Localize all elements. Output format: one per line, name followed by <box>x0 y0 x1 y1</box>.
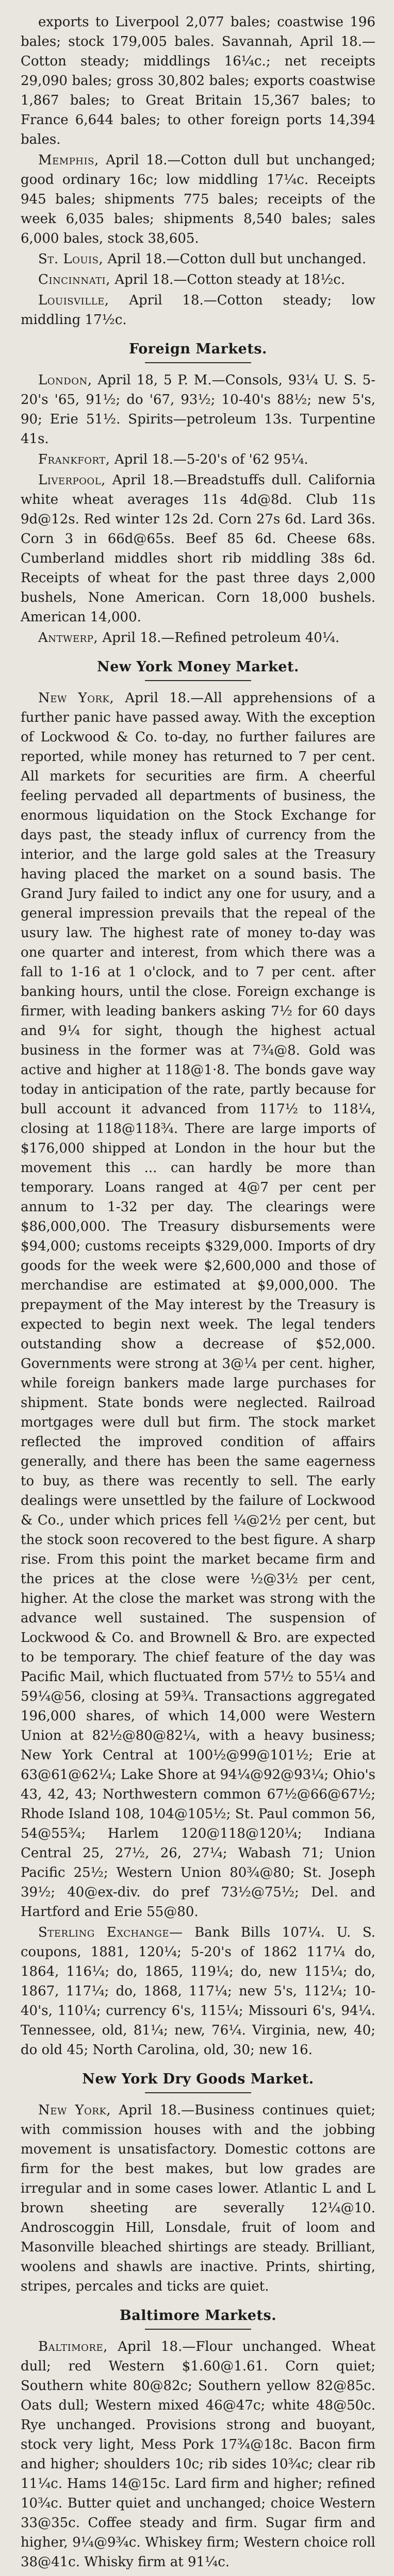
report-paragraph <box>21 1923 375 2060</box>
market-report-section <box>21 2308 375 2572</box>
dateline: Sterling Exchange— <box>38 1925 183 1940</box>
dateline: London, <box>38 372 92 388</box>
section-heading: Foreign Markets. <box>129 341 267 357</box>
report-paragraph <box>21 470 375 627</box>
market-report-section <box>21 12 375 330</box>
dateline: Baltimore, <box>38 2339 108 2354</box>
report-paragraph <box>21 12 375 149</box>
dateline: Liverpool, <box>38 472 106 488</box>
dateline: New York, <box>38 690 114 706</box>
heading-rule <box>145 362 251 363</box>
report-text: April 18.—All apprehensions of a further panic have passed away. With the exception of Lockwood & Co. to-day, no further failures are reported, while money has returned to 7 per cent. All markets for securities are firm. A cheerful feeling pervaded all departments of business, the enormous liquidation on the Stock Exchange for days past, the steady influx of currency from the interior, and the large gold sales at the Treasury having placed the market on a sound basis. The Grand Jury failed to indict any one for usury, and a general impression prevails that the repeal of the usury law. The highest rate of money to-day was one quarter and interest, from which there was a fall to 1-16 at 1 o'clock, and to 7 per cent. after banking hours, until the close. Foreign exchange is firmer, with leading bankers asking 7½ for 60 days and 9¼ for sight, though the highest actual business in the former was at 7¾@8. Gold was active and higher at 118@1·8. The bonds gave way today in anticipation of the rate, partly because for bull account it advanced from 117½ to 118¼, closing at 118@118¾. There are large imports of $176,000 shipped at London in the hour but the movement this ... can hardly be more than temporary. Loans ranged at 4@7 per cent per annum to 1-32 per day. The clearings were $86,000,000. The Treasury disbursements were $94,000; customs receipts $329,000. Imports of dry goods for the week were $2,600,000 and those of merchandise are estimated at $9,000,000. The prepayment of the May interest by the Treasury is expected to begin next week. The legal tenders outstanding show a decrease of $52,000. Governments were strong at 3@¼ per cent. higher, while foreign bankers made large purchases for shipment. State bonds were neglected. Railroad mortgages were dull but firm. The stock market reflected the improved condition of affairs generally, and there has been the same eagerness to buy, as there was recently to sell. The early dealings were unsettled by the failure of Lockwood & Co., under which prices fell ¼@2½ per cent, but the stock soon recovered to the best figure. A sharp rise. From this point the market became firm and the prices at the close were ½@3½ per cent, higher. At the close the market was strong with the advance well sustained. The suspension of Lockwood & Co. and Brownell & Bro. are expected to be temporary. The chief feature of the day was Pacific Mail, which fluctuated from 57½ to 55¼ and 59¼@56, closing at 59¾. Transactions aggregated 196,000 shares, of which 14,000 were Western Union at 82½@80@82¼, with a heavy business; New York Central at 100½@99@101½; Erie at 63@61@62¼; Lake Shore at 94¼@92@93¼; Ohio's 43, 42, 43; Northwestern common 67½@66@67½; Rhode Island 108, 104@105½; St. Paul common 56, 54@55¾; Harlem 120@118@120¼; Indiana Central 25, 27½, 26, 27¼; Wabash 71; Union Pacific 25½; Western Union 80¾@80; St. Joseph 39½; 40@ex-div. do pref 73½@75½; Del. and Hartford and Erie 55@80. <box>21 690 375 1920</box>
market-report-section <box>21 341 375 648</box>
report-paragraph <box>21 2337 375 2572</box>
dateline: Cincinnati, <box>38 272 111 287</box>
report-paragraph <box>21 150 375 248</box>
market-report-section <box>21 659 375 2060</box>
dateline: St. Louis, <box>38 251 104 267</box>
heading-rule <box>145 680 251 681</box>
report-text: exports to Liverpool 2,077 bales; coastwise 196 bales; stock 179,005 bales. Savannah, April 18.—Cotton steady; middlings 16¼c.; net receipts 29,090 bales; gross 30,802 bales; exports coastwise 1,867 bales; to Great Britain 15,367 bales; to France 6,644 bales; to other foreign ports 14,394 bales. <box>21 14 375 147</box>
report-text: April 18.—Flour unchanged. Wheat dull; red Western $1.60@1.61. Corn quiet; Southern white 80@82c; Southern yellow 82@85c. Oats dull; Western mixed 46@47c; white 48@50c. Rye unchanged. Provisions strong and buoyant, stock very light, Mess Pork 17¾@18c. Bacon firm and higher; shoulders 10c; rib sides 10¾c; clear rib 11¼c. Hams 14@15c. Lard firm and higher; refined 10¾c. Butter quiet and unchanged; choice Western 33@35c. Coffee steady and firm. Sugar firm and higher, 9¼@9¾c. Whiskey firm; Western choice roll 38@41c. Whisky firm at 91¼c. <box>21 2339 376 2570</box>
report-text: April 18.—Refined petroleum 40¼. <box>102 630 340 646</box>
report-text: April 18.—Cotton steady at 18½c. <box>114 272 346 287</box>
report-text: April 18.—Breadstuffs dull. California white wheat averages 11s 4d@8d. Club 11s 9d@12s. Red winter 12s 2d. Corn 27s 6d. Lard 36s. Corn 3 in 66d@65s. Beef 85 6d. Cheese 68s. Cumberland middles short rib middling 38s 6d. Receipts of wheat for the past three days 2,000 bushels, None American. Corn 18,000 bushels. American 14,000. <box>21 472 375 625</box>
report-text: April 18.—Business continues quiet; with commission houses with and the jobbing movement is unsatisfactory. Domestic cottons are firm for the best makes, but low grades are irregular and in some cases lower. Atlantic L and L brown sheeting are severally 12¼@10. Androscoggin Hill, Lonsdale, fruit of loom and Masonville bleached shirtings are steady. Brilliant, woolens and shawls are inactive. Prints, shirting, stripes, percales and ticks are quiet. <box>21 2103 376 2294</box>
section-heading: New York Money Market. <box>97 659 299 675</box>
heading-rule <box>145 2329 251 2330</box>
report-text: April 18.—Cotton dull but unchanged; good ordinary 16c; low middling 17¼c. Receipts 945 bales; shipments 775 bales; receipts of the week 6,035 bales; shipments 8,540 bales; sales 6,000 bales, stock 38,605. <box>21 152 376 246</box>
dateline: Antwerp, <box>38 630 98 646</box>
report-paragraph <box>21 270 375 290</box>
report-text: April 18.—5-20's of '62 95¼. <box>114 452 308 467</box>
report-text: April 18.—Cotton dull but unchanged. <box>107 251 367 267</box>
report-text: Bank Bills 107¼. U. S. coupons, 1881, 120¼; 5-20's of 1862 117¼ do, 1864, 116¼; do, 1865, 119¼; do, new 115¼; do, 1867, 117¼; do, 1868, 117¼; new 5's, 112¼; 10-40's, 110¼; currency 6's, 115¼; Missouri 6's, 94¼. Tennessee, old, 81¼; new, 76¼. Virginia, new, 40; do old 45; North Carolina, old, 30; new 16. <box>21 1925 376 2058</box>
report-text: April 18.—Cotton steady; low middling 17½c. <box>21 293 376 328</box>
report-text: April 18, 5 P. M.—Consols, 93¼ U. S. 5-20's '65, 91½; do '67, 93½; 10-40's 88½; new 5's, 90; Erie 51½. Spirits—petroleum 13s. Turpentine 41s. <box>21 372 375 447</box>
dateline: New York, <box>38 2103 111 2118</box>
report-paragraph <box>21 291 375 330</box>
section-heading: Baltimore Markets. <box>119 2308 277 2324</box>
report-paragraph <box>21 249 375 269</box>
report-paragraph <box>21 628 375 648</box>
dateline: Louisville, <box>38 293 109 308</box>
dateline: Memphis, <box>38 152 99 168</box>
report-paragraph <box>21 370 375 449</box>
report-paragraph <box>21 2100 375 2296</box>
heading-rule <box>145 2092 251 2093</box>
market-report-section <box>21 2071 375 2296</box>
report-paragraph <box>21 450 375 469</box>
dateline: Frankfort, <box>38 452 110 467</box>
section-heading: New York Dry Goods Market. <box>82 2071 314 2087</box>
report-paragraph <box>21 688 375 1922</box>
